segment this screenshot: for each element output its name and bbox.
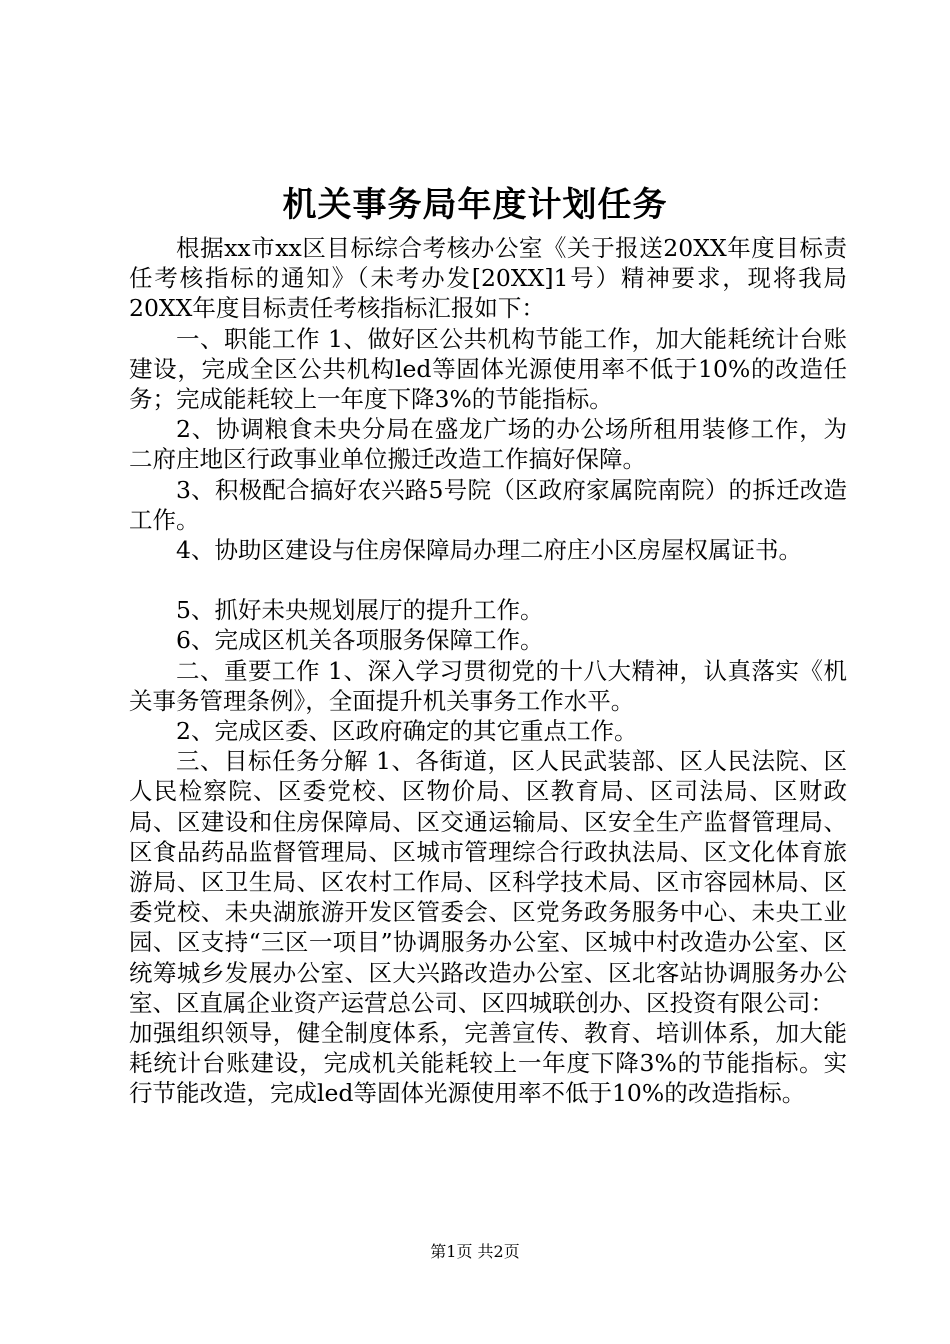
section-1-item-3: 3、积极配合搞好农兴路5号院（区政府家属院南院）的拆迁改造工作。 — [129, 475, 847, 534]
section-3-requirements: 加强组织领导，健全制度体系，完善宣传、教育、培训体系，加大能耗统计台账建设，完成机关能耗较上一年度下降3%的节能指标。实行节能改造，完成led等固体光源使用率不低于10%的改造指标。 — [129, 1019, 847, 1108]
section-1-item-6: 6、完成区机关各项服务保障工作。 — [176, 626, 544, 655]
section-1-item-4: 4、协助区建设与住房保障局办理二府庄小区房屋权属证书。 — [176, 536, 802, 565]
document-title: 机关事务局年度计划任务 — [282, 185, 668, 225]
paragraph-gap — [129, 565, 847, 595]
page-number-footer: 第1页 共2页 — [430, 1242, 520, 1261]
section-1-item-5: 5、抓好未央规划展厅的提升工作。 — [176, 596, 544, 625]
section-3-item-1: 三、目标任务分解 1、各街道，区人民武装部、区人民法院、区人民检察院、区委党校、区物价局、区教育局、区司法局、区财政局、区建设和住房保障局、区交通运输局、区安全生产监督管理局、区食品药品监督管理局、区城市管理综合行政执法局、区文化体育旅游局、区卫生局、区农村工作局、区科学技术局、区市容园林局、区委党校、未央湖旅游开发区管委会、区党务政务服务中心、未央工业园、区支持“三区一项目”协调服务办公室、区城中村改造办公室、区统筹城乡发展办公室、区大兴路改造办公室、区北客站协调服务办公室、区直属企业资产运营总公司、区四城联创办、区投资有限公司： — [129, 747, 847, 1017]
intro-paragraph: 根据xx市xx区目标综合考核办公室《关于报送20XX年度目标责任考核指标的通知》（未考办发[20XX]1号）精神要求，现将我局20XX年度目标责任考核指标汇报如下： — [129, 234, 847, 323]
section-1-item-1: 一、职能工作 1、做好区公共机构节能工作，加大能耗统计台账建设，完成全区公共机构led等固体光源使用率不低于10%的改造任务；完成能耗较上一年度下降3%的节能指标。 — [129, 324, 847, 414]
section-1-item-2: 2、协调粮食未央分局在盛龙广场的办公场所租用装修工作，为二府庄地区行政事业单位搬迁改造工作搞好保障。 — [129, 415, 847, 474]
document-body — [129, 233, 847, 1109]
section-2-item-1: 二、重要工作 1、深入学习贯彻党的十八大精神，认真落实《机关事务管理条例》，全面提升机关事务工作水平。 — [129, 656, 847, 715]
section-2-item-2: 2、完成区委、区政府确定的其它重点工作。 — [176, 717, 638, 746]
